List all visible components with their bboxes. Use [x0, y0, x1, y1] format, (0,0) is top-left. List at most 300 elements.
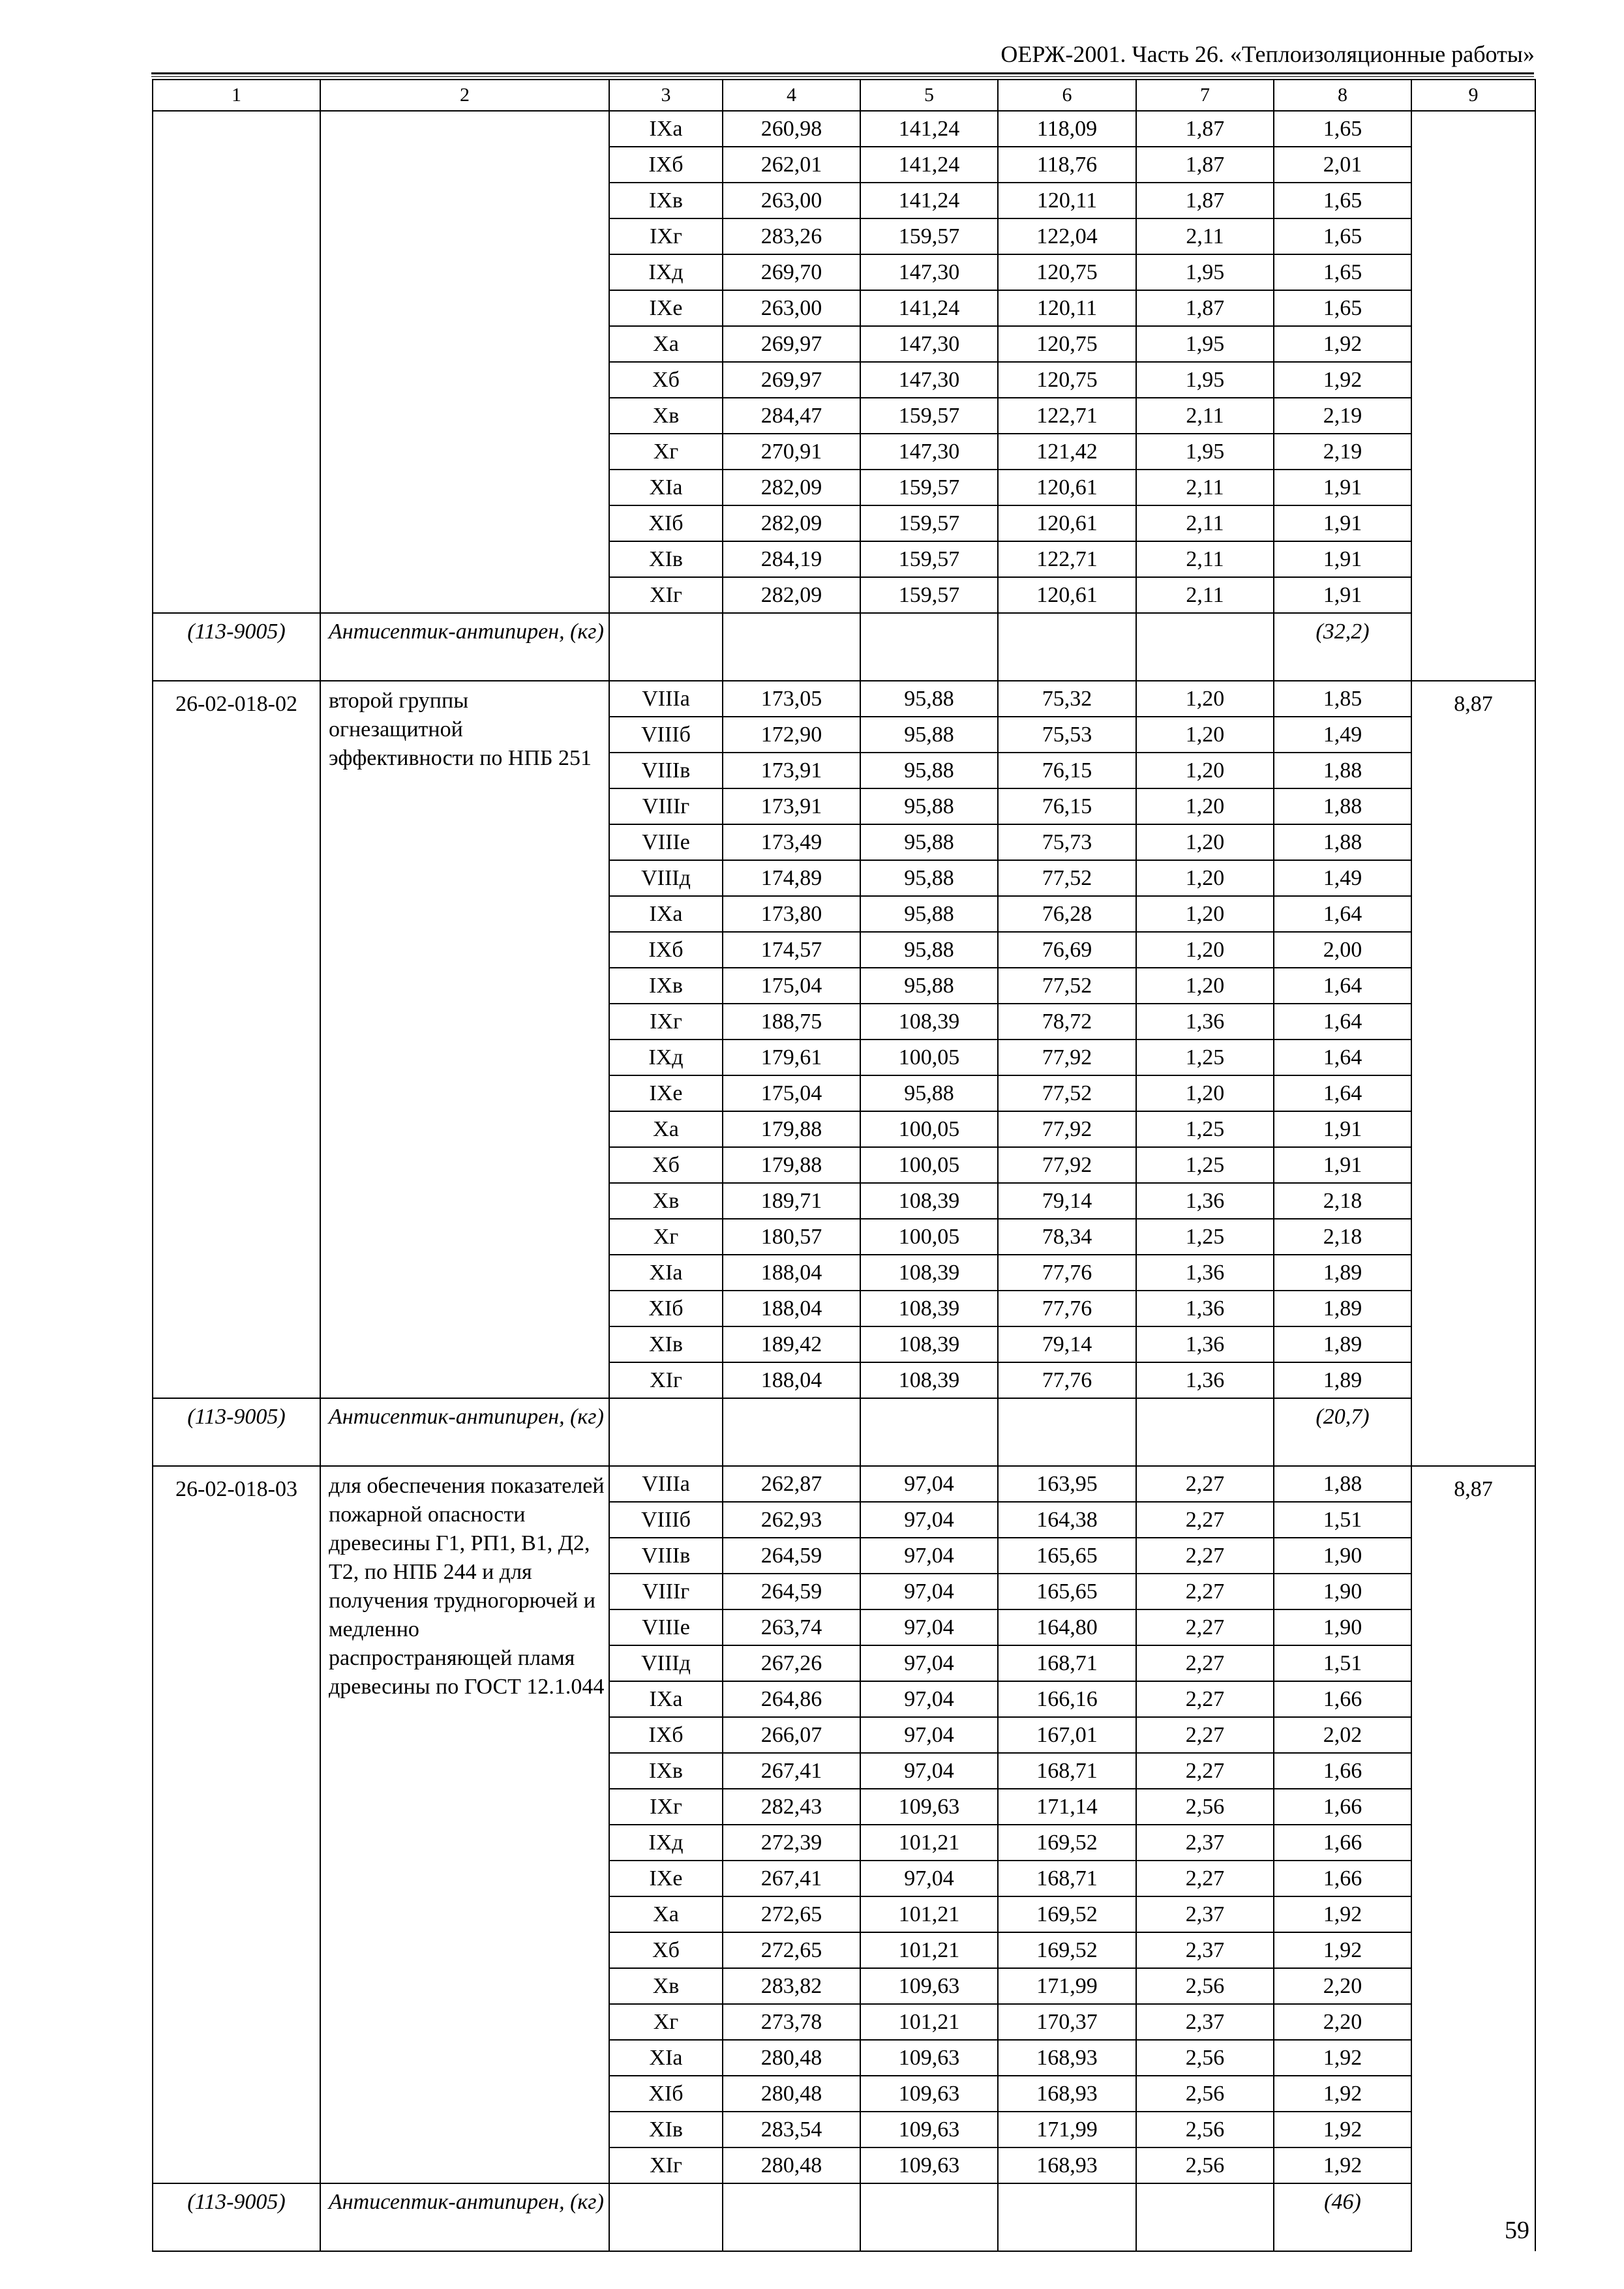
table-cell: 188,04 — [723, 1291, 860, 1326]
table-cell: 77,52 — [998, 860, 1136, 896]
table-cell: 2,27 — [1136, 1861, 1274, 1896]
table-cell: 168,93 — [998, 2040, 1136, 2076]
table-cell: 2,01 — [1274, 147, 1411, 183]
table-cell: 109,63 — [860, 2147, 998, 2183]
table-cell: 2,37 — [1136, 1896, 1274, 1932]
table-cell: IXа — [609, 1681, 723, 1717]
table-cell: 1,91 — [1274, 470, 1411, 505]
table-cell: 189,42 — [723, 1326, 860, 1362]
table-cell: 120,75 — [998, 362, 1136, 398]
table-cell: 1,20 — [1136, 788, 1274, 824]
table-cell: IXд — [609, 1825, 723, 1861]
table-cell: 1,36 — [1136, 1004, 1274, 1040]
table-cell: 101,21 — [860, 1896, 998, 1932]
table-cell: 168,93 — [998, 2147, 1136, 2183]
table-cell: Xг — [609, 1219, 723, 1255]
table-cell: 1,36 — [1136, 1183, 1274, 1219]
table-cell: 101,21 — [860, 1825, 998, 1861]
table-cell: 168,71 — [998, 1753, 1136, 1789]
table-cell: 1,89 — [1274, 1362, 1411, 1398]
table-cell: 169,52 — [998, 1896, 1136, 1932]
column-header: 1 — [153, 80, 320, 111]
table-cell: 159,57 — [860, 541, 998, 577]
header-rule-thick — [151, 72, 1534, 74]
table-cell: 77,92 — [998, 1040, 1136, 1075]
table-cell: 1,95 — [1136, 326, 1274, 362]
resource-row — [153, 2183, 1535, 2251]
table-cell: 1,87 — [1136, 183, 1274, 218]
table-cell: 76,15 — [998, 788, 1136, 824]
table-cell: 174,89 — [723, 860, 860, 896]
table-cell: 147,30 — [860, 434, 998, 470]
table-cell: 179,88 — [723, 1111, 860, 1147]
table-cell: 1,20 — [1136, 932, 1274, 968]
table-cell: 1,49 — [1274, 717, 1411, 753]
table-cell: 1,64 — [1274, 968, 1411, 1004]
table-cell: VIIIг — [609, 788, 723, 824]
table-cell: 141,24 — [860, 183, 998, 218]
table-cell: 2,27 — [1136, 1466, 1274, 1502]
table-cell: VIIIд — [609, 860, 723, 896]
table-cell: 77,52 — [998, 968, 1136, 1004]
table-cell: 167,01 — [998, 1717, 1136, 1753]
table-cell: 2,27 — [1136, 1502, 1274, 1538]
table-cell: 1,89 — [1274, 1255, 1411, 1291]
table-cell: Xв — [609, 1968, 723, 2004]
table-cell: 109,63 — [860, 2040, 998, 2076]
table-cell: 2,00 — [1274, 932, 1411, 968]
table-cell: 1,20 — [1136, 681, 1274, 717]
table-cell: 97,04 — [860, 1574, 998, 1609]
table-cell: 1,89 — [1274, 1326, 1411, 1362]
resource-quantity-cell: (32,2) — [1274, 613, 1411, 681]
table-cell: 171,14 — [998, 1789, 1136, 1825]
empty-cell — [1136, 2183, 1274, 2251]
column-header: 7 — [1136, 80, 1274, 111]
table-cell: 76,15 — [998, 753, 1136, 788]
empty-cell — [723, 613, 860, 681]
table-cell: 1,20 — [1136, 824, 1274, 860]
table-cell: 120,75 — [998, 254, 1136, 290]
table-cell: 263,00 — [723, 183, 860, 218]
table-cell: Xг — [609, 434, 723, 470]
empty-cell — [609, 1398, 723, 1466]
table-cell: 1,51 — [1274, 1645, 1411, 1681]
table-cell: 1,20 — [1136, 896, 1274, 932]
table-cell: 2,27 — [1136, 1609, 1274, 1645]
table-cell: 118,09 — [998, 111, 1136, 147]
table-cell: 175,04 — [723, 968, 860, 1004]
table-cell: 280,48 — [723, 2040, 860, 2076]
table-cell: 2,37 — [1136, 1825, 1274, 1861]
table-cell: 1,92 — [1274, 1932, 1411, 1968]
table-cell: 101,21 — [860, 2004, 998, 2040]
table-cell: 2,27 — [1136, 1645, 1274, 1681]
rate-description-cell: для обеспечения показателей пожарной опасности древесины Г1, РП1, В1, Д2, Т2, по НПБ 244 и для получения трудногорючей и медленно распространяющей пламя древесины по ГОСТ 12.1.044 — [320, 1466, 609, 2183]
table-cell: 165,65 — [998, 1574, 1136, 1609]
table-cell: 79,14 — [998, 1326, 1136, 1362]
table-cell: 264,86 — [723, 1681, 860, 1717]
table-cell: 1,95 — [1136, 254, 1274, 290]
header-rule-thin — [151, 76, 1534, 77]
table-cell: 77,92 — [998, 1111, 1136, 1147]
table-cell: 147,30 — [860, 362, 998, 398]
table-cell: VIIIв — [609, 1538, 723, 1574]
table-cell: 1,66 — [1274, 1681, 1411, 1717]
table-cell: 283,26 — [723, 218, 860, 254]
rate-description-cell: второй группы огнезащитной эффективности по НПБ 251 — [320, 681, 609, 1398]
table-cell: 79,14 — [998, 1183, 1136, 1219]
table-cell: 2,27 — [1136, 1538, 1274, 1574]
empty-cell — [860, 613, 998, 681]
table-cell: 1,66 — [1274, 1789, 1411, 1825]
resource-code-cell: (113-9005) — [153, 2183, 320, 2251]
table-cell: 168,93 — [998, 2076, 1136, 2112]
table-cell: 159,57 — [860, 470, 998, 505]
table-cell: 141,24 — [860, 147, 998, 183]
empty-cell — [860, 1398, 998, 1466]
table-cell: 1,92 — [1274, 2040, 1411, 2076]
table-cell: 77,76 — [998, 1291, 1136, 1326]
table-cell: 147,30 — [860, 254, 998, 290]
table-cell: 1,64 — [1274, 1040, 1411, 1075]
table-cell: 122,04 — [998, 218, 1136, 254]
table-cell: 1,91 — [1274, 577, 1411, 613]
table-cell: 264,59 — [723, 1574, 860, 1609]
table-cell: 1,87 — [1136, 111, 1274, 147]
table-cell: 283,82 — [723, 1968, 860, 2004]
table-cell: 2,56 — [1136, 2040, 1274, 2076]
table-cell: 109,63 — [860, 1789, 998, 1825]
table-cell: 267,41 — [723, 1753, 860, 1789]
resource-code-cell: (113-9005) — [153, 1398, 320, 1466]
empty-cell — [1136, 1398, 1274, 1466]
table-row — [153, 111, 1535, 147]
table-cell: 109,63 — [860, 2076, 998, 2112]
table-cell: 179,88 — [723, 1147, 860, 1183]
table-cell: 76,69 — [998, 932, 1136, 968]
table-cell: 264,59 — [723, 1538, 860, 1574]
table-cell: 97,04 — [860, 1609, 998, 1645]
table-cell: 173,05 — [723, 681, 860, 717]
table-cell: 2,18 — [1274, 1183, 1411, 1219]
table-cell: 2,11 — [1136, 218, 1274, 254]
table-cell: 260,98 — [723, 111, 860, 147]
table-cell: 120,11 — [998, 290, 1136, 326]
table-cell: 122,71 — [998, 398, 1136, 434]
table-cell: 2,37 — [1136, 2004, 1274, 2040]
table-cell: 2,56 — [1136, 2147, 1274, 2183]
table-cell: 263,00 — [723, 290, 860, 326]
column-header: 4 — [723, 80, 860, 111]
table-cell: XIг — [609, 577, 723, 613]
table-cell: 272,39 — [723, 1825, 860, 1861]
resource-row — [153, 1398, 1535, 1466]
table-cell: 1,95 — [1136, 434, 1274, 470]
table-cell: 1,90 — [1274, 1538, 1411, 1574]
table-cell: XIа — [609, 2040, 723, 2076]
resource-name-cell: Антисептик-антипирен, (кг) — [320, 613, 609, 681]
table-cell: 171,99 — [998, 2112, 1136, 2147]
table-cell: 262,87 — [723, 1466, 860, 1502]
table-cell: 95,88 — [860, 1075, 998, 1111]
table-cell: IXе — [609, 1075, 723, 1111]
table-cell: 2,19 — [1274, 434, 1411, 470]
table-cell: 2,27 — [1136, 1717, 1274, 1753]
table-cell: 1,65 — [1274, 254, 1411, 290]
table-cell: 169,52 — [998, 1932, 1136, 1968]
table-cell: 76,28 — [998, 896, 1136, 932]
table-cell: 1,36 — [1136, 1362, 1274, 1398]
table-cell: XIв — [609, 2112, 723, 2147]
table-cell: 188,04 — [723, 1362, 860, 1398]
table-cell: VIIIа — [609, 681, 723, 717]
col9-value-cell: 8,87 — [1411, 1466, 1535, 2251]
table-cell: 77,92 — [998, 1147, 1136, 1183]
table-cell: 1,92 — [1274, 2076, 1411, 2112]
table-cell: 1,25 — [1136, 1040, 1274, 1075]
table-cell: 168,71 — [998, 1645, 1136, 1681]
table-cell: 1,65 — [1274, 183, 1411, 218]
empty-cell — [723, 2183, 860, 2251]
column-header: 9 — [1411, 80, 1535, 111]
resource-quantity-cell: (46) — [1274, 2183, 1411, 2251]
table-cell: 283,54 — [723, 2112, 860, 2147]
table-cell: 1,90 — [1274, 1609, 1411, 1645]
table-cell: 263,74 — [723, 1609, 860, 1645]
table-cell: 2,56 — [1136, 2076, 1274, 2112]
table-cell: Xб — [609, 1147, 723, 1183]
table-cell: 1,36 — [1136, 1291, 1274, 1326]
table-cell: 159,57 — [860, 577, 998, 613]
table-cell: 95,88 — [860, 681, 998, 717]
table-cell: XIб — [609, 2076, 723, 2112]
table-cell: IXе — [609, 290, 723, 326]
table-cell: IXд — [609, 254, 723, 290]
table-cell: 1,64 — [1274, 1075, 1411, 1111]
table-cell: 188,75 — [723, 1004, 860, 1040]
table-cell: 1,85 — [1274, 681, 1411, 717]
table-cell: 1,88 — [1274, 753, 1411, 788]
table-cell: 266,07 — [723, 1717, 860, 1753]
table-cell: 168,71 — [998, 1861, 1136, 1896]
table-cell: 1,92 — [1274, 1896, 1411, 1932]
table-cell: 101,21 — [860, 1932, 998, 1968]
table-cell: VIIIг — [609, 1574, 723, 1609]
table-cell: 1,95 — [1136, 362, 1274, 398]
table-cell: 1,92 — [1274, 2147, 1411, 2183]
table-cell: VIIIб — [609, 717, 723, 753]
table-cell: XIг — [609, 1362, 723, 1398]
empty-cell — [998, 1398, 1136, 1466]
table-cell: 1,49 — [1274, 860, 1411, 896]
document-header-title: ОЕРЖ-2001. Часть 26. «Теплоизоляционные работы» — [1000, 41, 1535, 67]
table-cell: 1,92 — [1274, 326, 1411, 362]
table-cell: 273,78 — [723, 2004, 860, 2040]
table-cell: 170,37 — [998, 2004, 1136, 2040]
table-cell: Xб — [609, 1932, 723, 1968]
table-cell: 1,20 — [1136, 753, 1274, 788]
table-cell: 1,20 — [1136, 717, 1274, 753]
table-cell: 1,90 — [1274, 1574, 1411, 1609]
table-cell: 77,52 — [998, 1075, 1136, 1111]
rates-table — [152, 79, 1536, 2252]
table-cell: 100,05 — [860, 1147, 998, 1183]
table-cell: 95,88 — [860, 968, 998, 1004]
table-cell: IXг — [609, 1789, 723, 1825]
table-cell: VIIIе — [609, 824, 723, 860]
table-cell: 95,88 — [860, 932, 998, 968]
table-cell: 1,66 — [1274, 1825, 1411, 1861]
table-cell: 2,11 — [1136, 398, 1274, 434]
table-cell: 120,61 — [998, 470, 1136, 505]
table-row — [153, 1466, 1535, 1502]
table-cell: 121,42 — [998, 434, 1136, 470]
table-cell: 141,24 — [860, 111, 998, 147]
table-cell: 108,39 — [860, 1004, 998, 1040]
table-cell: 159,57 — [860, 218, 998, 254]
table-cell: XIб — [609, 1291, 723, 1326]
table-cell: 1,65 — [1274, 218, 1411, 254]
table-cell: 95,88 — [860, 824, 998, 860]
table-cell: 269,97 — [723, 326, 860, 362]
col9-value-cell — [1411, 111, 1535, 681]
table-cell: 108,39 — [860, 1291, 998, 1326]
table-cell: 1,88 — [1274, 788, 1411, 824]
table-cell: 75,73 — [998, 824, 1136, 860]
table-cell: 280,48 — [723, 2076, 860, 2112]
table-cell: 97,04 — [860, 1717, 998, 1753]
table-cell: 1,66 — [1274, 1861, 1411, 1896]
table-cell: 164,38 — [998, 1502, 1136, 1538]
table-cell: 188,04 — [723, 1255, 860, 1291]
table-cell: 108,39 — [860, 1255, 998, 1291]
table-cell: 1,20 — [1136, 1075, 1274, 1111]
table-cell: 2,11 — [1136, 505, 1274, 541]
table-cell: 1,66 — [1274, 1753, 1411, 1789]
table-cell: 267,26 — [723, 1645, 860, 1681]
table-cell: 1,91 — [1274, 505, 1411, 541]
table-cell: Xб — [609, 362, 723, 398]
table-cell: 120,61 — [998, 505, 1136, 541]
col9-value-cell: 8,87 — [1411, 681, 1535, 1466]
table-cell: IXв — [609, 183, 723, 218]
table-cell: 180,57 — [723, 1219, 860, 1255]
resource-name-cell: Антисептик-антипирен, (кг) — [320, 2183, 609, 2251]
table-cell: 2,20 — [1274, 2004, 1411, 2040]
table-cell: 1,87 — [1136, 147, 1274, 183]
table-cell: 1,89 — [1274, 1291, 1411, 1326]
table-cell: Xа — [609, 326, 723, 362]
table-cell: XIг — [609, 2147, 723, 2183]
table-cell: 2,02 — [1274, 1717, 1411, 1753]
table-cell: Xв — [609, 398, 723, 434]
table-cell: 97,04 — [860, 1502, 998, 1538]
table-cell: 97,04 — [860, 1645, 998, 1681]
table-cell: 173,49 — [723, 824, 860, 860]
resource-code-cell: (113-9005) — [153, 613, 320, 681]
table-cell: 141,24 — [860, 290, 998, 326]
table-cell: 100,05 — [860, 1040, 998, 1075]
table-cell: 147,30 — [860, 326, 998, 362]
table-cell: 2,27 — [1136, 1574, 1274, 1609]
table-cell: XIа — [609, 1255, 723, 1291]
column-number-header-row — [153, 80, 1535, 111]
table-cell: 1,25 — [1136, 1219, 1274, 1255]
table-cell: 2,37 — [1136, 1932, 1274, 1968]
table-cell: 95,88 — [860, 717, 998, 753]
table-cell: 174,57 — [723, 932, 860, 968]
table-cell: IXв — [609, 1753, 723, 1789]
table-cell: XIа — [609, 470, 723, 505]
table-cell: 1,36 — [1136, 1255, 1274, 1291]
table-cell: 272,65 — [723, 1932, 860, 1968]
table-cell: 95,88 — [860, 753, 998, 788]
table-cell: 269,97 — [723, 362, 860, 398]
empty-cell — [998, 613, 1136, 681]
table-cell: 173,80 — [723, 896, 860, 932]
table-cell: Xв — [609, 1183, 723, 1219]
table-cell: 270,91 — [723, 434, 860, 470]
table-cell: 108,39 — [860, 1183, 998, 1219]
table-cell: 75,53 — [998, 717, 1136, 753]
table-cell: 1,36 — [1136, 1326, 1274, 1362]
table-cell: 284,47 — [723, 398, 860, 434]
table-cell: 97,04 — [860, 1466, 998, 1502]
table-cell: XIб — [609, 505, 723, 541]
table-cell: 122,71 — [998, 541, 1136, 577]
column-header: 5 — [860, 80, 998, 111]
table-cell: 2,18 — [1274, 1219, 1411, 1255]
table-cell: 272,65 — [723, 1896, 860, 1932]
table-cell: Xа — [609, 1111, 723, 1147]
table-cell: 1,20 — [1136, 860, 1274, 896]
table-cell: IXб — [609, 147, 723, 183]
table-cell: 1,91 — [1274, 1111, 1411, 1147]
table-cell: 173,91 — [723, 753, 860, 788]
table-cell: 172,90 — [723, 717, 860, 753]
empty-cell — [1136, 613, 1274, 681]
table-cell: 262,01 — [723, 147, 860, 183]
table-cell: 77,76 — [998, 1255, 1136, 1291]
table-cell: 1,91 — [1274, 541, 1411, 577]
table-cell: 2,56 — [1136, 1789, 1274, 1825]
table-cell: VIIIе — [609, 1609, 723, 1645]
table-cell: 282,43 — [723, 1789, 860, 1825]
table-cell: 1,64 — [1274, 896, 1411, 932]
column-header: 2 — [320, 80, 609, 111]
resource-quantity-cell: (20,7) — [1274, 1398, 1411, 1466]
empty-cell — [609, 613, 723, 681]
rate-code-cell: 26-02-018-02 — [153, 681, 320, 1398]
table-cell: 1,65 — [1274, 290, 1411, 326]
table-cell: 189,71 — [723, 1183, 860, 1219]
table-row — [153, 681, 1535, 717]
table-cell: 2,20 — [1274, 1968, 1411, 2004]
rate-description-cell — [320, 111, 609, 613]
table-cell: VIIIа — [609, 1466, 723, 1502]
table-cell: IXе — [609, 1861, 723, 1896]
table-cell: IXа — [609, 111, 723, 147]
page-number: 59 — [1505, 2217, 1529, 2244]
table-cell: 2,11 — [1136, 541, 1274, 577]
column-header: 6 — [998, 80, 1136, 111]
table-cell: 1,91 — [1274, 1147, 1411, 1183]
empty-cell — [723, 1398, 860, 1466]
table-cell: 100,05 — [860, 1111, 998, 1147]
table-cell: 1,25 — [1136, 1111, 1274, 1147]
table-cell: 179,61 — [723, 1040, 860, 1075]
